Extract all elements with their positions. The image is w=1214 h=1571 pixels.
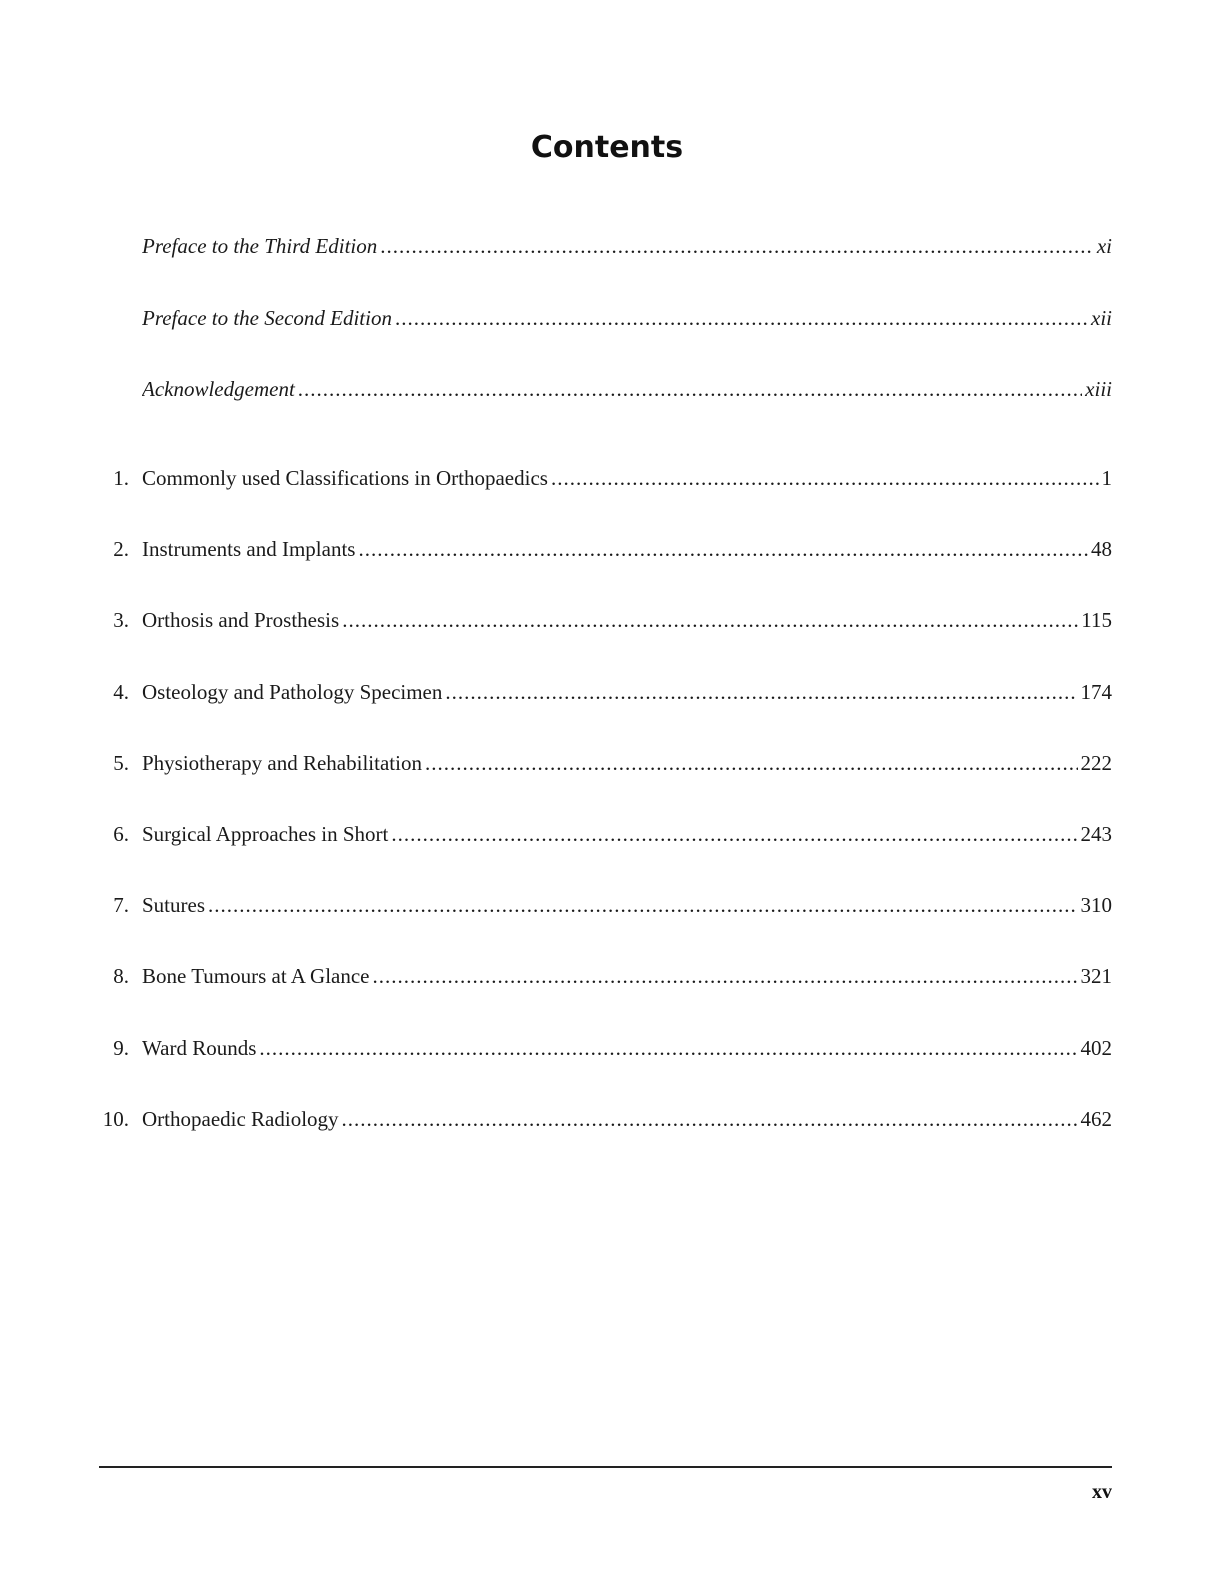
toc-entry-label: Ward Rounds xyxy=(142,1036,257,1060)
toc-entry-label: Bone Tumours at A Glance xyxy=(142,964,370,988)
toc-chapter-number: 2. xyxy=(113,537,129,561)
toc-chapter-row[interactable] xyxy=(0,604,1214,636)
toc-chapter-number: 4. xyxy=(113,680,129,704)
toc-page-number: 402 xyxy=(1080,1036,1112,1060)
toc-page-number: 1 xyxy=(1101,466,1112,490)
toc-page-number: 222 xyxy=(1080,751,1112,775)
toc-chapter-number: 8. xyxy=(113,964,129,988)
toc-front-matter-row[interactable] xyxy=(0,230,1214,262)
toc-page-number: 462 xyxy=(1080,1107,1112,1131)
toc-dot-leader xyxy=(425,747,1078,779)
toc-dot-leader xyxy=(208,889,1078,921)
toc-dot-leader xyxy=(551,462,1099,494)
toc-page-number: 115 xyxy=(1081,608,1112,632)
footer-page-number: xv xyxy=(1092,1481,1112,1503)
toc-entry-label: Instruments and Implants xyxy=(142,537,356,561)
toc-chapter-row[interactable] xyxy=(0,1032,1214,1064)
page-title: Contents xyxy=(530,130,684,166)
toc-dot-leader xyxy=(342,604,1078,636)
toc-page-number: 321 xyxy=(1080,964,1112,988)
toc-entry-label: Preface to the Second Edition xyxy=(142,306,392,330)
toc-dot-leader xyxy=(373,960,1078,992)
toc-page-number: 243 xyxy=(1080,822,1112,846)
toc-chapter-row[interactable] xyxy=(0,533,1214,565)
toc-chapter-row[interactable] xyxy=(0,818,1214,850)
toc-dot-leader xyxy=(445,676,1077,708)
toc-chapter-number: 3. xyxy=(113,608,129,632)
toc-chapter-number: 6. xyxy=(113,822,129,846)
toc-chapter-number: 9. xyxy=(113,1036,129,1060)
toc-dot-leader xyxy=(342,1103,1078,1135)
toc-page-number: xi xyxy=(1096,234,1112,258)
toc-chapter-number: 5. xyxy=(113,751,129,775)
toc-page-number: xii xyxy=(1091,306,1112,330)
toc-entry-label: Acknowledgement xyxy=(142,377,295,401)
toc-chapter-row[interactable] xyxy=(0,676,1214,708)
toc-entry-label: Physiotherapy and Rehabilitation xyxy=(142,751,422,775)
toc-dot-leader xyxy=(358,533,1088,565)
toc-entry-label: Surgical Approaches in Short xyxy=(142,822,389,846)
toc-entry-label: Orthosis and Prosthesis xyxy=(142,608,340,632)
toc-chapter-row[interactable] xyxy=(0,747,1214,779)
toc-chapter-row[interactable] xyxy=(0,960,1214,992)
toc-dot-leader xyxy=(259,1032,1077,1064)
toc-entry-label: Preface to the Third Edition xyxy=(142,234,378,258)
toc-front-matter-row[interactable] xyxy=(0,302,1214,334)
toc-entry-label: Osteology and Pathology Specimen xyxy=(142,680,443,704)
toc-page-number: xiii xyxy=(1085,377,1112,401)
toc-page-number: 310 xyxy=(1080,893,1112,917)
toc-chapter-number: 10. xyxy=(102,1107,129,1131)
toc-page-number: 48 xyxy=(1091,537,1112,561)
toc-dot-leader xyxy=(380,230,1094,262)
toc-chapter-number: 7. xyxy=(113,893,129,917)
toc-chapter-number: 1. xyxy=(113,466,129,490)
toc-dot-leader xyxy=(391,818,1077,850)
toc-dot-leader xyxy=(298,373,1082,405)
toc-entry-label: Sutures xyxy=(142,893,205,917)
footer-divider xyxy=(99,1466,1112,1468)
toc-page-number: 174 xyxy=(1080,680,1112,704)
toc-dot-leader xyxy=(395,302,1088,334)
toc-entry-label: Orthopaedic Radiology xyxy=(142,1107,339,1131)
toc-chapter-row[interactable] xyxy=(0,1103,1214,1135)
toc-front-matter-row[interactable] xyxy=(0,373,1214,405)
toc-entry-label: Commonly used Classifications in Orthopaedics xyxy=(142,466,548,490)
toc-chapter-row[interactable] xyxy=(0,462,1214,494)
toc-chapter-row[interactable] xyxy=(0,889,1214,921)
